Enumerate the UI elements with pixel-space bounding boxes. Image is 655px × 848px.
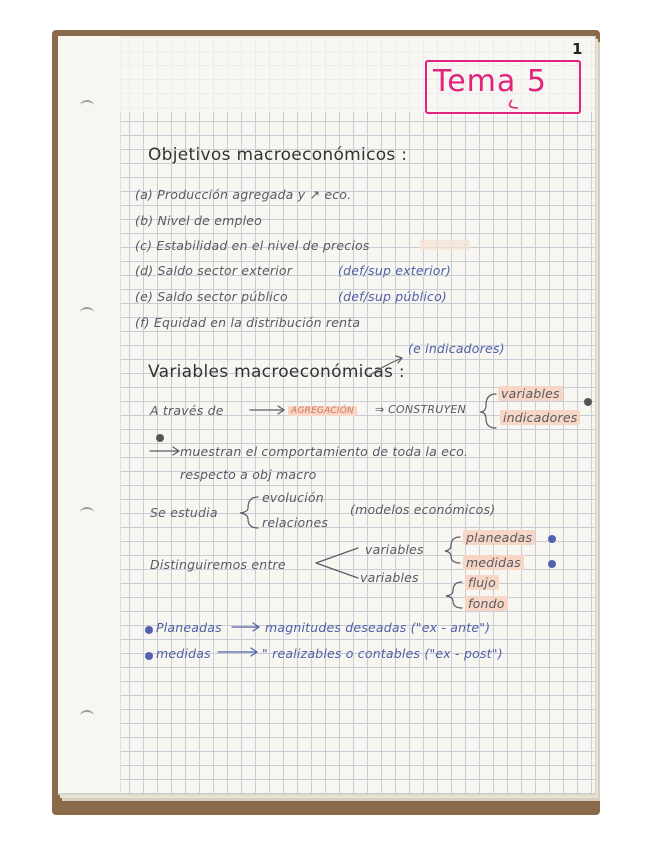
objective-item: (f) Equidad en la distribución renta (135, 315, 361, 330)
bracket-variables (480, 394, 496, 428)
models-text: (modelos económicos) (350, 502, 496, 517)
bracket-study (240, 497, 258, 528)
variables-heading: Variables macroeconómicas : (148, 362, 405, 382)
planned-highlight: planeadas (463, 530, 535, 545)
objective-item: (e) Saldo sector público (135, 289, 288, 304)
aside-arrow (370, 358, 402, 375)
behaviour-text: muestran el comportamiento de toda la eco. (180, 444, 469, 459)
title-swirl (510, 100, 518, 108)
objective-text: respecto a obj macro (180, 467, 317, 482)
faint-highlight (420, 240, 470, 250)
page-title: Tema 5 (433, 64, 547, 99)
stock-highlight: fondo (465, 596, 508, 611)
aggregation-highlight: AGREGACIÓN (288, 406, 357, 416)
indicators-highlight: indicadores (500, 410, 580, 425)
bracket-planned (445, 537, 460, 563)
planned-label: Planeadas (156, 620, 222, 635)
bracket-flow (446, 582, 462, 608)
flow-highlight: flujo (465, 575, 499, 590)
construct-text: ⇒ CONSTRUYEN (375, 403, 466, 416)
measured-label: medidas (156, 646, 211, 661)
evolution-text: evolución (262, 490, 324, 505)
page-number: 1 (572, 40, 583, 58)
distinguish-text: Distinguiremos entre (150, 557, 286, 572)
variables-highlight: variables (498, 386, 563, 401)
measured-highlight: medidas (463, 555, 524, 570)
variables-text: variables (360, 570, 419, 585)
fork-line (316, 563, 358, 578)
objective-item: (a) Producción agregada y ↗ eco. (135, 187, 352, 202)
relations-text: relaciones (262, 515, 329, 530)
objective-item: (b) Nivel de empleo (135, 213, 263, 228)
objective-item: (c) Estabilidad en el nivel de precios (135, 238, 370, 253)
variables-text: variables (365, 542, 424, 557)
aggregation-text: A través de (150, 403, 224, 418)
study-text: Se estudia (150, 505, 218, 520)
objective-item-note: (def/sup público) (338, 289, 447, 304)
objectives-heading: Objetivos macroeconómicos : (148, 145, 408, 165)
measured-definition: " realizables o contables ("ex - post") (262, 646, 503, 661)
variables-aside: (e indicadores) (408, 341, 505, 356)
planned-definition: magnitudes deseadas ("ex - ante") (265, 620, 491, 635)
objective-item: (d) Saldo sector exterior (135, 263, 293, 278)
objective-item-note: (def/sup exterior) (338, 263, 452, 278)
fork-line (316, 548, 358, 563)
